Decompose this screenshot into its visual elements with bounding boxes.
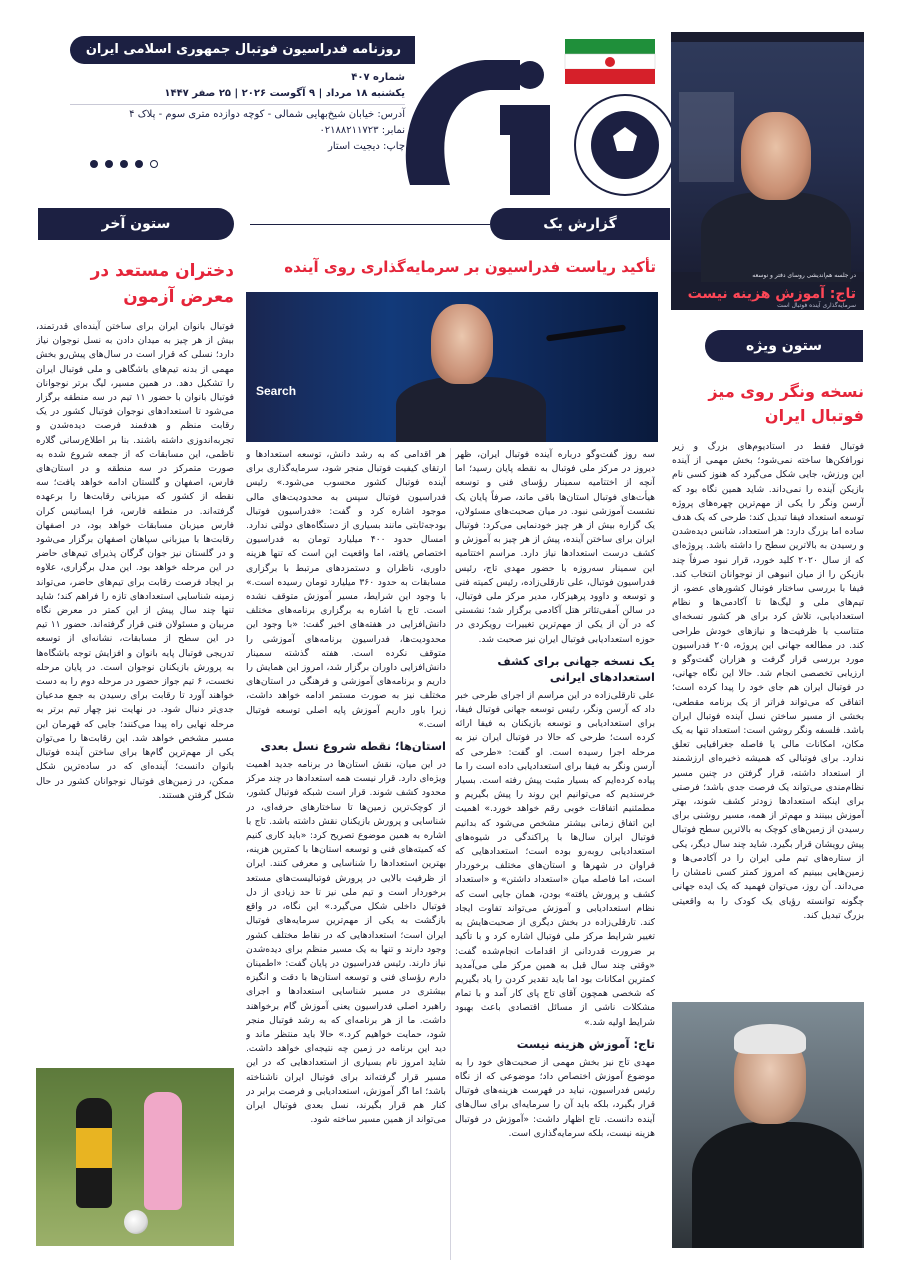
magazine-cover	[671, 32, 864, 310]
report-subheading: یک نسخه جهانی برای کشف استعدادهای ایرانی	[497, 653, 655, 684]
cover-subline: در جلسه هم‌اندیشی روسای دفتر و نوسعه	[752, 272, 856, 279]
wenger-photo	[672, 1002, 864, 1248]
newspaper-logo-icon	[390, 35, 560, 205]
column-divider	[450, 448, 451, 1260]
microphone-icon	[546, 324, 626, 341]
report-column-left	[246, 448, 446, 1260]
special-column-headline: نسخه ونگر روی میز فوتبال ایران	[708, 382, 864, 425]
section-special-column: ستون ویژه	[705, 330, 863, 362]
issue-date: یکشنبه ۱۸ مرداد | ۹ آگوست ۲۰۲۶ | ۲۵ صفر ۱۴۴۷	[164, 88, 405, 99]
issue-info	[70, 70, 415, 155]
last-column-body	[36, 320, 234, 1060]
printer: چاپ: دیجیت استار	[328, 141, 405, 152]
decorative-dots	[90, 160, 158, 168]
photo-backdrop-text: Search	[256, 384, 297, 398]
section-last-column: ستون آخر	[38, 208, 234, 240]
address: آدرس: خیابان شیخ‌بهایی شمالی - کوچه دوازده متری سوم - پلاک ۴	[129, 109, 405, 120]
report-paragraph: هر اقدامی که به رشد دانش، توسعه استعدادها و ارتقای کیفیت فوتبال منجر شود، سرمایه‌گذاری برای آینده فوتبال کشور محسوب می‌شود.» رئیس فدراسیون فوتبال سپس به محدودیت‌های مالی موجود اشاره کرد و گفت: «فدراسیون فوتبال بودجه‌ثابتی مانند بسیاری از دستگاه‌های دولتی ندارد. امسال حدود ۴۰۰ میلیارد تومان به فدراسیون اختصاص یافته، اما واقعیت این است که تنها هزینه داوری، ناظران و دستمزدهای مرتبط با برگزاری مسابقات به حدود ۳۶۰ میلیارد تومان رسیده است.» با وجود این شرایط، مسیر آموزش متوقف نشده است. تاج با اشاره به برگزاری برنامه‌های مختلف دانش‌افزایی در هفته‌های اخیر گفت: «با وجود این محدودیت‌ها، فدراسیون برنامه‌های آموزشی را متوقف نکرده است. هفته گذشته سمینار دانش‌افزایی داوران برگزار شد، امروز این همایش را داریم و برنامه‌های آموزشی و فرهنگی در استان‌های مختلف نیز به صورت مستمر ادامه خواهد داشت، زیرا باور داریم آموزش پایه اصلی توسعه فوتبال است.»	[246, 449, 446, 730]
report-paragraph: در این میان، نقش استان‌ها در برنامه جدید اهمیت ویژه‌ای دارد. قرار نیست همه استعدادها در چند مرکز محدود کشف شوند. قرار است شبکه فوتبال کشور، از کوچک‌ترین زمین‌ها تا ساختارهای حرفه‌ای، در شناسایی و پرورش بازیکنان نقش داشته باشد. تاج با اشاره به همین موضوع تصریح کرد: «باید کاری کنیم که کمیته‌های فنی و توسعه استان‌ها با کمترین هزینه، بهترین استعدادها را شناسایی و معرفی کنند. ایران از ظرفیت بالایی در پرورش فوتبالیست‌های مستعد برخوردار است و تیم ملی نیز تا حد زیادی از دل فوتبال داخلی شکل می‌گیرد.» این نگاه، در واقع بازگشت به یکی از مهم‌ترین سرمایه‌های فوتبال ایران است؛ استعدادهایی که در نقاط مختلف کشور وجود دارند و تنها به یک مسیر منظم برای دیده‌شدن نیاز دارند. رئیس فدراسیون در پایان گفت: «اطمینان دارم رؤسای فنی و توسعه استان‌ها با دقت و انگیزه بیشتری در مسیر شناسایی استعدادها و اجرای راهبرد اصلی فدراسیون یعنی آموزش گام برخواهند داشت. ما از هر برنامه‌ای که به رشد فوتبال منجر شود، حمایت خواهیم کرد.» حالا باید منتظر ماند و دید این برنامه در زمین چه نتیجه‌ای خواهد داشت. شاید امروز نام بسیاری از استعدادهایی که در این مسیر قرار گرفته‌اند برای فوتبال ایران ناشناخته باشد؛ اما اگر آموزش، استعدادیابی و فرصت برابر در کنار هم قرار بگیرند، نسل بعدی فوتبال ایران می‌تواند از همین مسیر ساخته شود.	[246, 759, 446, 1126]
report-photo	[246, 292, 658, 442]
report-paragraph: مهدی تاج نیز بخش مهمی از صحبت‌های خود را به موضوع آموزش اختصاص داد؛ موضوعی که از نگاه رئیس فدراسیون، نباید در فهرست هزینه‌های فوتبال قرار بگیرد، بلکه باید آن را سرمایه‌ای برای سال‌های آینده دانست. تاج اظهار داشت: «آموزش در فوتبال هزینه نیست، بلکه سرمایه‌گذاری است.	[455, 1056, 655, 1139]
last-column-headline: دختران مستعد در معرض آزمون	[90, 261, 234, 307]
football-icon	[124, 1210, 148, 1234]
report-paragraph: علی تارقلی‌زاده در این مراسم از اجرای طرحی خبر داد که آرسن ونگر، رئیس توسعه جهانی فوتبال فیفا، برای استعدادیابی و توسعه بازیکنان به فیفا ارائه کرده است؛ طرحی که حالا در فوتبال ایران نیز به مرحله اجرا رسیده است. او گفت: «طرحی که آرسن ونگر به فیفا برای استعدادیابی داده است را ما پیاده کرده‌ایم که بسیار مثبت پیش رفته است. بسیار خرسندیم که می‌توانیم این روند را پیش بگیریم و مطمئنیم اتفاقات خوبی رقم خواهد خورد.» اهمیت این اتفاق زمانی بیشتر مشخص می‌شود که بدانیم فوتبال ایران سال‌ها با پراکندگی در شیوه‌های استعدادیابی روبه‌رو بوده است؛ استعدادهایی که فراوان در شهرها و استان‌های مختلف برخوردار است، اما فاصله میان «استعداد داشتن» و «استعداد کشف و پرورش یافته» بودن، همان جایی است که نظام استعدادیابی و آموزش می‌تواند تفاوت ایجاد کند. تارقلی‌زاده در بخش دیگری از صحبت‌هایش به تغییر شرایط مرکز ملی فوتبال اشاره کرد و با تأکید بر ضرورت قدردانی از اقدامات انجام‌شده گفت: «وقتی چند سال قبل به همین مرکز ملی می‌آمدید کمترین امکانات بود اما باید تقدیر کردن را یاد بگیریم که شخصی همچون آقای تاج پای کار آمد و با تمام مشکلات ناشی از مسائل اقتصادی باعث بهبود شرایط اولیه شد.»	[455, 689, 655, 1028]
report-subheading: تاج: آموزش هزینه نیست	[516, 1036, 655, 1051]
special-column-body	[672, 440, 864, 995]
divider	[250, 224, 490, 225]
cover-subline-2: سرمایه‌گذاری آینده فوتبال است	[777, 302, 856, 309]
report-column-right	[455, 448, 655, 1260]
newspaper-title: روزنامه فدراسیون فوتبال جمهوری اسلامی ایران	[70, 36, 415, 64]
cover-photo	[671, 42, 864, 272]
fax: نمابر: ۰۲۱۸۸۲۱۱۷۲۳	[319, 125, 405, 136]
report-paragraph: سه روز گفت‌وگو درباره آینده فوتبال ایران، ظهر دیروز در مرکز ملی فوتبال به نقطه پایان رسید؛ اما آنچه از اختتامیه سمینار رؤسای فنی و توسعه هیأت‌های فوتبال استان‌ها باقی ماند، صرفاً پایان یک نشست آموزشی نبود. در میان صحبت‌های مسئولان، یک گزاره بیش از هر چیز خودنمایی می‌کرد: فوتبال ایران برای ساختن آینده، پیش از هر چیز به آموزش و کشف درست استعدادها نیاز دارد. مراسم اختتامیه این سمینار سه‌روزه با حضور مهدی تاج، رئیس فدراسیون فوتبال، علی تارقلی‌زاده، رئیس کمیته فنی و توسعه و داوود پرهیزکار، مدیر مرکز ملی فوتبال، در سالن آمفی‌تئاتر هتل آکادمی برگزار شد؛ نشستی که در آن از یکی از مهم‌ترین تغییرات رویکردی در حوزه استعدادیابی فوتبال ایران نیز صحبت شد.	[455, 449, 655, 645]
last-column-paragraph: فوتبال بانوان ایران برای ساختن آینده‌ای قدرتمند، بیش از هر چیز به میدان دادن به نسل نوجوان نیاز دارد؛ نسلی که قرار است در سال‌های پیش‌رو بخش مهمی از بدنه تیم‌های باشگاهی و ملی فوتبال ایران را تشکیل دهد. در همین مسیر، لیگ برتر نوجوانان فوتبال بانوان با حضور ۱۱ تیم در سه منطقه برگزار می‌شود تا استعدادهای نوجوان فوتبال کشور در یک رقابت منظم و هدفمند فرصت دیده‌شدن و تجربه‌اندوزی داشته باشند. بنا بر اطلاع‌رسانی گلاره ناظمی، این مسابقات که از جمعه شروع شده به صورت متمرکز در سه منطقه و در استان‌های فارس، اصفهان و گلستان ادامه خواهد یافت؛ سه نقطه از کشور که میزبانی رقابت‌ها را برعهده گرفته‌اند. در منطقه فارس، فرا ایساتیس کران فارس میزبان مسابقات خواهد بود، در اصفهان رقابت‌ها با میزبانی سپاهان اصفهان برگزار می‌شود و در گلستان نیز جوان گرگان پذیرای تیم‌های حاضر در این مرحله خواهد بود. این مدل برگزاری، علاوه بر ایجاد فرصت رقابت برای تیم‌های حاضر، می‌تواند زمینه شناسایی استعدادهای تازه را فراهم کند؛ شاید تنها چند سال پیش از این کمتر در معرض نگاه مربیان و مسئولان فنی قرار گرفته‌اند. حضور ۱۱ تیم در این سطح از مسابقات، نشانه‌ای از توسعه تدریجی فوتبال پایه بانوان و افزایش توجه باشگاه‌ها به پرورش بازیکنان نوجوان است. در پایان مرحله نخست، ۶ تیم جواز حضور در مرحله دوم را به دست خواهند آورد تا رقابت برای رسیدن به جمع مدعیان جدی‌تر دنبال شود. در نهایت نیز چهار تیم برتر به مرحله نهایی راه پیدا می‌کنند؛ جایی که قهرمان این مسیر مشخص خواهد شد. این رقابت‌ها را می‌توان یکی از مهم‌ترین گام‌ها برای ساختن آینده فوتبال بانوان دانست؛ آینده‌ای که در ساده‌ترین شکل ممکن، در زمین‌های فوتبال نوجوانان کشور در حال شکل گرفتن هستند.	[36, 321, 234, 801]
issue-number: شماره ۴۰۷	[351, 72, 405, 83]
girls-football-photo	[36, 1068, 234, 1246]
special-column-paragraph: فوتبال فقط در استادیوم‌های بزرگ و زیر نورافکن‌ها ساخته نمی‌شود؛ بخش مهمی از آینده این ورزش، جایی شکل می‌گیرد که هنوز کسی نام بازیکن آینده را نمی‌داند. شاید همین نگاه بود که آرسن ونگر را یکی از مهم‌ترین چهره‌های پروژه توسعه استعداد فیفا تبدیل کند: طرحی که یک هدف ساده اما بزرگ دارد: هر استعداد، شانس دیده‌شدن و رسیدن به بالاترین سطح را داشته باشد. پروژه‌ای که از سال ۲۰۲۰ کلید خورد، قرار نبود صرفاً چند بازیکن را از میان انبوهی از نوجوانان انتخاب کند. فیفا با بررسی ساختار فوتبال کشورهای عضو، از تیم‌های ملی و لیگ‌ها تا آکادمی‌ها و نظام استعدادیابی، تلاش کرد برای هر کشور نسخه‌ای متناسب با ظرفیت‌ها و نیازهای خودش طراحی کند. در مطالعه جهانی این پروژه، ۲۰۵ فدراسیون مورد بررسی قرار گرفت و هزاران گفت‌وگو و ارزیابی تخصصی انجام شد. حالا این نگاه جهانی، در فوتبال ایران هم جای خود را پیدا کرده است؛ اتفاقی که می‌تواند فراتر از یک برنامه مقطعی، بخشی از مسیر ساختن نسل آینده فوتبال ایران باشد. فلسفه ونگر روشن است: استعداد تنها به یک مکان، امکانات مالی یا فاصله جغرافیایی تعلق ندارد. برای فوتبالی که همیشه ذخیره‌ای ارزشمند از استعداد داشته، قرار گرفتن در چنین مسیر نظام‌مندی می‌تواند یک فرصت جدی باشد؛ فرصتی برای اینکه استعدادها زودتر کشف شوند، بهتر آموزش ببینند و مهم‌تر از همه، مسیر روشنی برای رسیدن از زمین‌های کوچک به بالاترین سطح فوتبال پیش رویشان قرار بگیرد. شاید چند سال دیگر، یکی از ستاره‌های تیم ملی ایران را در آکادمی‌ها و زمین‌هایی ببینیم که امروز کمتر کسی نامشان را می‌داند. آن روز، می‌توان فهمید که یک ایده جهانی چگونه توانسته رؤیای یک کودک را به واقعیتی بزرگ تبدیل کند.	[672, 441, 864, 921]
masthead	[30, 30, 660, 190]
report-headline: تأکید ریاست فدراسیون بر سرمایه‌گذاری روی آینده	[284, 258, 656, 276]
section-report: گزارش یک	[490, 208, 670, 240]
report-subheading: استان‌ها؛ نقطه شروع نسل بعدی	[260, 739, 446, 754]
cover-headline: تاج: آموزش هزینه نیست	[687, 286, 856, 302]
